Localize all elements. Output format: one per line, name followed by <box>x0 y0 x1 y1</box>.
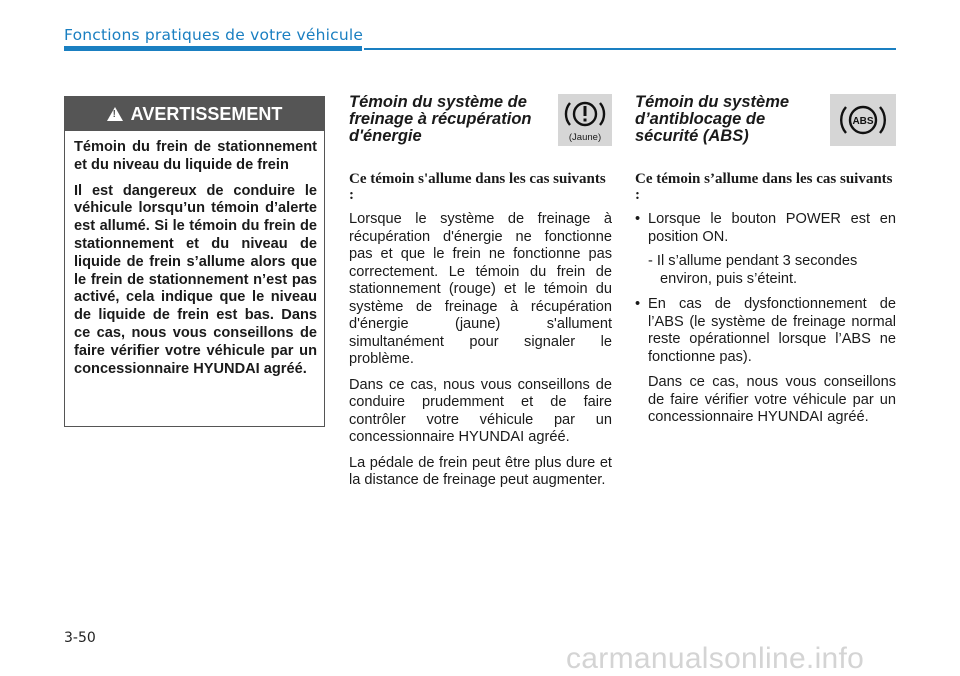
abs-title: Témoin du système d’antiblocage de sécurité (ABS) <box>635 93 790 145</box>
regen-indicator <box>558 94 612 146</box>
abs-bullet-list-2 <box>635 296 896 366</box>
regen-color-label: (Jaune) <box>568 132 602 143</box>
regen-paragraph-1: Lorsque le système de freinage à récupération d'énergie ne fonctionne pas et que le frein ne fonctionne pas correctement. Le témoin du frein de stationnement (rouge) et le témoin du système de freinage à récupération d'énergie (jaune) s'allument simultanément pour signaler le problème. <box>349 211 612 367</box>
section-header-title: Fonctions pratiques de votre véhicule <box>64 26 364 44</box>
warning-box <box>64 96 325 427</box>
regen-paragraph-3: La pédale de frein peut être plus dure et la distance de freinage peut augmenter. <box>349 454 612 488</box>
exclamation-circle-icon <box>558 94 612 134</box>
warning-heading: AVERTISSEMENT <box>130 103 283 124</box>
abs-section <box>635 94 896 427</box>
abs-bullet-list <box>635 211 896 246</box>
abs-bullet-continuation: Dans ce cas, nous vous conseillons de faire vérifier votre véhicule par un concessionnaire HYUNDAI agréé. <box>648 374 896 425</box>
list-item: • En cas de dysfonctionnement de l’ABS (le système de freinage normal reste opérationnel lorsque l’ABS ne fonctionne pas). <box>635 296 896 365</box>
abs-indicator <box>830 94 896 146</box>
svg-text:ABS: ABS <box>852 116 874 127</box>
regen-paragraph-2: Dans ce cas, nous vous conseillons de conduire prudemment et de faire contrôler votre véhicule par un concessionnaire HYUNDAI agréé. <box>349 376 612 445</box>
watermark: carmanualsonline.info <box>566 642 865 675</box>
warning-text: Il est dangereux de conduire le véhicule lorsqu’un témoin d’alerte est allumé. Si le témoin du frein de stationnement et du niveau de liquide de frein s’allume alors que le frein de stationnement n’est pas activé, cela indique que le niveau de liquide de frein est bas. Dans ce cas, nous vous conseillons de faire vérifier votre véhicule par un concessionnaire HYUNDAI agréé. <box>74 182 317 377</box>
page-number: 3-50 <box>64 630 96 646</box>
regen-subhead: Ce témoin s'allume dans les cas suivants : <box>349 171 606 203</box>
header-rule-thick <box>64 46 362 51</box>
abs-subhead: Ce témoin s’allume dans les cas suivants : <box>635 171 893 203</box>
regen-title: Témoin du système de freinage à récupération d'énergie <box>349 93 532 145</box>
header-rule-thin <box>364 48 896 50</box>
warning-triangle-icon: ! <box>107 107 123 121</box>
warning-body <box>65 131 324 378</box>
warning-header <box>65 97 324 131</box>
regen-section <box>349 94 612 490</box>
list-item: • Lorsque le bouton POWER est en position ON. <box>635 211 896 245</box>
warning-title: Témoin du frein de stationnement et du niveau du liquide de frein <box>74 139 317 173</box>
abs-subitem: - Il s’allume pendant 3 secondes environ, puis s’éteint. <box>648 253 858 287</box>
abs-icon <box>830 94 896 146</box>
